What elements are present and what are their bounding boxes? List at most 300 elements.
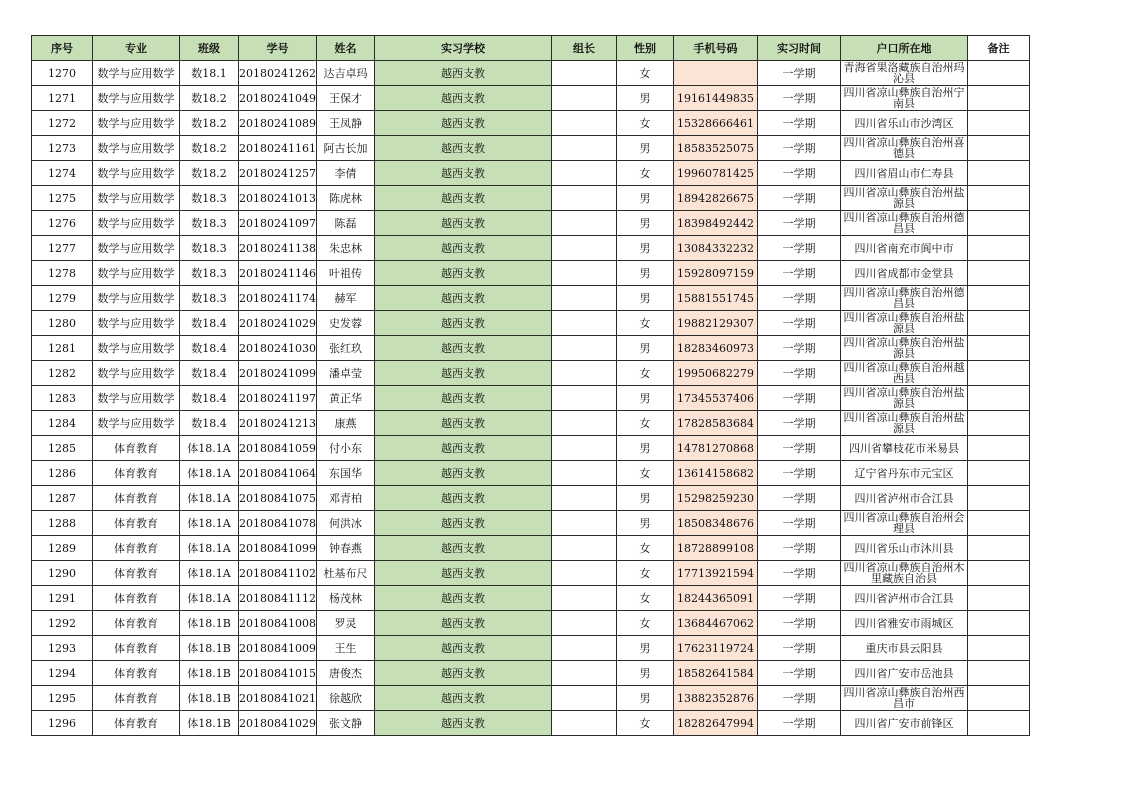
period-cell: 一学期: [757, 286, 840, 311]
seq-cell: 1284: [32, 411, 93, 436]
leader-cell: [551, 586, 616, 611]
address-cell: [840, 286, 967, 311]
address-text: 四川省凉山彝族自治州德昌县: [843, 212, 965, 234]
gender-cell: 男: [616, 86, 673, 111]
student-id-cell: 20180841021: [239, 686, 317, 711]
gender-cell: 男: [616, 686, 673, 711]
name-cell: 徐越欣: [316, 686, 374, 711]
student-id-cell: 20180241089: [239, 111, 317, 136]
address-cell: [840, 136, 967, 161]
seq-cell: 1271: [32, 86, 93, 111]
leader-cell: [551, 436, 616, 461]
table-row: [32, 86, 1030, 111]
gender-cell: 男: [616, 261, 673, 286]
note-cell: [967, 711, 1029, 736]
school-cell: 越西支教: [374, 686, 551, 711]
major-cell: 体育教育: [93, 561, 180, 586]
note-cell: [967, 61, 1029, 86]
seq-cell: 1290: [32, 561, 93, 586]
student-id-cell: 20180241138: [239, 236, 317, 261]
seq-cell: 1288: [32, 511, 93, 536]
address-text: 四川省凉山彝族自治州会理县: [843, 512, 965, 534]
gender-cell: 女: [616, 611, 673, 636]
class-cell: 数18.2: [180, 136, 239, 161]
table-row: [32, 611, 1030, 636]
class-cell: 数18.3: [180, 261, 239, 286]
leader-cell: [551, 636, 616, 661]
leader-cell: [551, 86, 616, 111]
header-cell: 学号: [239, 36, 317, 61]
leader-cell: [551, 211, 616, 236]
note-cell: [967, 336, 1029, 361]
address-cell: [840, 661, 967, 686]
leader-cell: [551, 236, 616, 261]
major-cell: 数学与应用数学: [93, 311, 180, 336]
note-cell: [967, 111, 1029, 136]
period-cell: 一学期: [757, 311, 840, 336]
class-cell: 体18.1A: [180, 486, 239, 511]
school-cell: 越西支教: [374, 511, 551, 536]
phone-cell: 19161449835: [673, 86, 757, 111]
name-cell: 张文静: [316, 711, 374, 736]
major-cell: 体育教育: [93, 661, 180, 686]
major-cell: 体育教育: [93, 711, 180, 736]
period-cell: 一学期: [757, 586, 840, 611]
address-cell: [840, 586, 967, 611]
gender-cell: 男: [616, 636, 673, 661]
seq-cell: 1281: [32, 336, 93, 361]
leader-cell: [551, 386, 616, 411]
class-cell: 数18.4: [180, 361, 239, 386]
name-cell: 陈磊: [316, 211, 374, 236]
seq-cell: 1294: [32, 661, 93, 686]
note-cell: [967, 236, 1029, 261]
address-cell: [840, 436, 967, 461]
major-cell: 数学与应用数学: [93, 186, 180, 211]
note-cell: [967, 211, 1029, 236]
note-cell: [967, 86, 1029, 111]
student-id-cell: 20180241213: [239, 411, 317, 436]
leader-cell: [551, 111, 616, 136]
gender-cell: 男: [616, 211, 673, 236]
phone-cell: 19882129307: [673, 311, 757, 336]
gender-cell: 女: [616, 161, 673, 186]
leader-cell: [551, 311, 616, 336]
period-cell: 一学期: [757, 511, 840, 536]
note-cell: [967, 261, 1029, 286]
student-id-cell: 20180841064: [239, 461, 317, 486]
name-cell: 王生: [316, 636, 374, 661]
address-cell: [840, 511, 967, 536]
school-cell: 越西支教: [374, 561, 551, 586]
seq-cell: 1283: [32, 386, 93, 411]
phone-cell: 17623119724: [673, 636, 757, 661]
class-cell: 体18.1A: [180, 561, 239, 586]
seq-cell: 1280: [32, 311, 93, 336]
address-text: 四川省凉山彝族自治州西昌市: [843, 687, 965, 709]
table-row: [32, 636, 1030, 661]
address-cell: [840, 111, 967, 136]
class-cell: 体18.1B: [180, 636, 239, 661]
gender-cell: 男: [616, 486, 673, 511]
gender-cell: 女: [616, 311, 673, 336]
phone-cell: 18282647994: [673, 711, 757, 736]
phone-cell: 14781270868: [673, 436, 757, 461]
school-cell: 越西支教: [374, 636, 551, 661]
leader-cell: [551, 611, 616, 636]
class-cell: 体18.1A: [180, 511, 239, 536]
student-id-cell: 20180841009: [239, 636, 317, 661]
major-cell: 体育教育: [93, 586, 180, 611]
note-cell: [967, 486, 1029, 511]
student-id-cell: 20180241161: [239, 136, 317, 161]
major-cell: 数学与应用数学: [93, 61, 180, 86]
school-cell: 越西支教: [374, 361, 551, 386]
address-text: 四川省广安市前锋区: [854, 717, 954, 729]
major-cell: 数学与应用数学: [93, 261, 180, 286]
major-cell: 体育教育: [93, 486, 180, 511]
gender-cell: 女: [616, 61, 673, 86]
gender-cell: 男: [616, 286, 673, 311]
student-id-cell: 20180841015: [239, 661, 317, 686]
address-cell: [840, 461, 967, 486]
phone-cell: [673, 61, 757, 86]
table-row: [32, 211, 1030, 236]
address-cell: [840, 161, 967, 186]
seq-cell: 1287: [32, 486, 93, 511]
seq-cell: 1278: [32, 261, 93, 286]
address-cell: [840, 261, 967, 286]
table-row: [32, 536, 1030, 561]
address-cell: [840, 536, 967, 561]
address-text: 四川省凉山彝族自治州德昌县: [843, 287, 965, 309]
address-text: 四川省乐山市沙湾区: [854, 117, 954, 129]
major-cell: 数学与应用数学: [93, 361, 180, 386]
class-cell: 体18.1B: [180, 661, 239, 686]
seq-cell: 1275: [32, 186, 93, 211]
gender-cell: 女: [616, 536, 673, 561]
leader-cell: [551, 461, 616, 486]
phone-cell: 18942826675: [673, 186, 757, 211]
seq-cell: 1296: [32, 711, 93, 736]
address-text: 重庆市县云阳县: [865, 642, 943, 654]
school-cell: 越西支教: [374, 661, 551, 686]
phone-cell: 19950682279: [673, 361, 757, 386]
period-cell: 一学期: [757, 86, 840, 111]
address-cell: [840, 561, 967, 586]
major-cell: 数学与应用数学: [93, 336, 180, 361]
period-cell: 一学期: [757, 261, 840, 286]
phone-cell: 15881551745: [673, 286, 757, 311]
major-cell: 数学与应用数学: [93, 411, 180, 436]
header-cell: 姓名: [316, 36, 374, 61]
gender-cell: 男: [616, 386, 673, 411]
school-cell: 越西支教: [374, 336, 551, 361]
note-cell: [967, 161, 1029, 186]
name-cell: 东国华: [316, 461, 374, 486]
header-cell: 组长: [551, 36, 616, 61]
address-text: 四川省泸州市合江县: [854, 592, 954, 604]
school-cell: 越西支教: [374, 311, 551, 336]
leader-cell: [551, 361, 616, 386]
phone-cell: 17713921594: [673, 561, 757, 586]
period-cell: 一学期: [757, 361, 840, 386]
name-cell: 朱忠林: [316, 236, 374, 261]
name-cell: 陈虎林: [316, 186, 374, 211]
period-cell: 一学期: [757, 486, 840, 511]
school-cell: 越西支教: [374, 486, 551, 511]
student-id-cell: 20180241262: [239, 61, 317, 86]
seq-cell: 1277: [32, 236, 93, 261]
note-cell: [967, 186, 1029, 211]
note-cell: [967, 386, 1029, 411]
phone-cell: 13882352876: [673, 686, 757, 711]
address-text: 四川省攀枝花市米易县: [848, 442, 959, 454]
period-cell: 一学期: [757, 61, 840, 86]
address-text: 四川省凉山彝族自治州喜德县: [843, 137, 965, 159]
address-cell: [840, 186, 967, 211]
note-cell: [967, 586, 1029, 611]
school-cell: 越西支教: [374, 186, 551, 211]
period-cell: 一学期: [757, 111, 840, 136]
address-text: 四川省凉山彝族自治州盐源县: [843, 337, 965, 359]
note-cell: [967, 311, 1029, 336]
gender-cell: 男: [616, 236, 673, 261]
leader-cell: [551, 336, 616, 361]
student-id-cell: 20180841078: [239, 511, 317, 536]
table-row: [32, 411, 1030, 436]
class-cell: 数18.2: [180, 111, 239, 136]
phone-cell: 18583525075: [673, 136, 757, 161]
table-row: [32, 661, 1030, 686]
name-cell: 张红玖: [316, 336, 374, 361]
leader-cell: [551, 261, 616, 286]
header-cell: 手机号码: [673, 36, 757, 61]
seq-cell: 1270: [32, 61, 93, 86]
name-cell: 赫军: [316, 286, 374, 311]
address-cell: [840, 311, 967, 336]
class-cell: 数18.3: [180, 286, 239, 311]
table-row: [32, 161, 1030, 186]
student-id-cell: 20180841102: [239, 561, 317, 586]
leader-cell: [551, 136, 616, 161]
major-cell: 体育教育: [93, 536, 180, 561]
class-cell: 数18.4: [180, 386, 239, 411]
table-row: [32, 386, 1030, 411]
major-cell: 数学与应用数学: [93, 386, 180, 411]
leader-cell: [551, 711, 616, 736]
header-cell: 班级: [180, 36, 239, 61]
header-cell: 备注: [967, 36, 1029, 61]
period-cell: 一学期: [757, 136, 840, 161]
class-cell: 体18.1A: [180, 461, 239, 486]
phone-cell: 13684467062: [673, 611, 757, 636]
leader-cell: [551, 411, 616, 436]
seq-cell: 1295: [32, 686, 93, 711]
school-cell: 越西支教: [374, 161, 551, 186]
school-cell: 越西支教: [374, 61, 551, 86]
school-cell: 越西支教: [374, 111, 551, 136]
address-text: 四川省凉山彝族自治州盐源县: [843, 187, 965, 209]
period-cell: 一学期: [757, 236, 840, 261]
student-id-cell: 20180841029: [239, 711, 317, 736]
student-id-cell: 20180241146: [239, 261, 317, 286]
header-cell: 序号: [32, 36, 93, 61]
phone-cell: 18283460973: [673, 336, 757, 361]
class-cell: 数18.3: [180, 236, 239, 261]
student-id-cell: 20180241013: [239, 186, 317, 211]
phone-cell: 15298259230: [673, 486, 757, 511]
period-cell: 一学期: [757, 386, 840, 411]
note-cell: [967, 511, 1029, 536]
address-text: 四川省乐山市沐川县: [854, 542, 954, 554]
student-id-cell: 20180241049: [239, 86, 317, 111]
table-row: [32, 236, 1030, 261]
period-cell: 一学期: [757, 186, 840, 211]
note-cell: [967, 361, 1029, 386]
note-cell: [967, 686, 1029, 711]
name-cell: 黄正华: [316, 386, 374, 411]
class-cell: 数18.3: [180, 211, 239, 236]
school-cell: 越西支教: [374, 286, 551, 311]
student-id-cell: 20180241197: [239, 386, 317, 411]
class-cell: 数18.4: [180, 311, 239, 336]
name-cell: 钟春燕: [316, 536, 374, 561]
period-cell: 一学期: [757, 561, 840, 586]
name-cell: 何洪冰: [316, 511, 374, 536]
address-text: 四川省凉山彝族自治州盐源县: [843, 387, 965, 409]
address-cell: [840, 336, 967, 361]
major-cell: 体育教育: [93, 611, 180, 636]
address-text: 四川省成都市金堂县: [854, 267, 954, 279]
name-cell: 王凤静: [316, 111, 374, 136]
address-cell: [840, 411, 967, 436]
header-cell: 专业: [93, 36, 180, 61]
gender-cell: 女: [616, 711, 673, 736]
gender-cell: 男: [616, 336, 673, 361]
period-cell: 一学期: [757, 161, 840, 186]
name-cell: 唐俊杰: [316, 661, 374, 686]
gender-cell: 男: [616, 661, 673, 686]
phone-cell: 18728899108: [673, 536, 757, 561]
major-cell: 体育教育: [93, 636, 180, 661]
school-cell: 越西支教: [374, 461, 551, 486]
name-cell: 杜基布尺: [316, 561, 374, 586]
table-row: [32, 61, 1030, 86]
seq-cell: 1276: [32, 211, 93, 236]
phone-cell: 13084332232: [673, 236, 757, 261]
note-cell: [967, 536, 1029, 561]
class-cell: 数18.4: [180, 336, 239, 361]
note-cell: [967, 611, 1029, 636]
header-row: [32, 36, 1030, 61]
major-cell: 数学与应用数学: [93, 236, 180, 261]
school-cell: 越西支教: [374, 436, 551, 461]
major-cell: 体育教育: [93, 436, 180, 461]
table-row: [32, 336, 1030, 361]
student-id-cell: 20180241029: [239, 311, 317, 336]
table-row: [32, 586, 1030, 611]
school-cell: 越西支教: [374, 386, 551, 411]
period-cell: 一学期: [757, 436, 840, 461]
phone-cell: 15928097159: [673, 261, 757, 286]
class-cell: 体18.1A: [180, 586, 239, 611]
table-row: [32, 111, 1030, 136]
seq-cell: 1279: [32, 286, 93, 311]
address-cell: [840, 611, 967, 636]
school-cell: 越西支教: [374, 586, 551, 611]
address-text: 四川省泸州市合江县: [854, 492, 954, 504]
note-cell: [967, 411, 1029, 436]
gender-cell: 女: [616, 111, 673, 136]
student-id-cell: 20180241257: [239, 161, 317, 186]
address-text: 四川省凉山彝族自治州盐源县: [843, 412, 965, 434]
class-cell: 数18.2: [180, 86, 239, 111]
note-cell: [967, 461, 1029, 486]
name-cell: 潘卓莹: [316, 361, 374, 386]
student-id-cell: 20180841008: [239, 611, 317, 636]
period-cell: 一学期: [757, 411, 840, 436]
phone-cell: 18582641584: [673, 661, 757, 686]
period-cell: 一学期: [757, 336, 840, 361]
table-row: [32, 461, 1030, 486]
address-text: 四川省广安市岳池县: [854, 667, 954, 679]
address-cell: [840, 61, 967, 86]
phone-cell: 18508348676: [673, 511, 757, 536]
phone-cell: 17828583684: [673, 411, 757, 436]
phone-cell: 18244365091: [673, 586, 757, 611]
table-row: [32, 686, 1030, 711]
header-cell: 性别: [616, 36, 673, 61]
note-cell: [967, 661, 1029, 686]
school-cell: 越西支教: [374, 86, 551, 111]
major-cell: 数学与应用数学: [93, 211, 180, 236]
address-text: 四川省凉山彝族自治州盐源县: [843, 312, 965, 334]
phone-cell: 15328666461: [673, 111, 757, 136]
name-cell: 邓青柏: [316, 486, 374, 511]
class-cell: 数18.1: [180, 61, 239, 86]
address-cell: [840, 86, 967, 111]
seq-cell: 1292: [32, 611, 93, 636]
name-cell: 达吉卓玛: [316, 61, 374, 86]
leader-cell: [551, 286, 616, 311]
class-cell: 体18.1A: [180, 536, 239, 561]
address-text: 辽宁省丹东市元宝区: [854, 467, 954, 479]
address-cell: [840, 711, 967, 736]
seq-cell: 1274: [32, 161, 93, 186]
school-cell: 越西支教: [374, 236, 551, 261]
leader-cell: [551, 61, 616, 86]
period-cell: 一学期: [757, 636, 840, 661]
period-cell: 一学期: [757, 211, 840, 236]
major-cell: 数学与应用数学: [93, 111, 180, 136]
address-cell: [840, 361, 967, 386]
table-row: [32, 511, 1030, 536]
class-cell: 体18.1B: [180, 711, 239, 736]
leader-cell: [551, 511, 616, 536]
address-cell: [840, 686, 967, 711]
leader-cell: [551, 161, 616, 186]
student-id-cell: 20180841075: [239, 486, 317, 511]
school-cell: 越西支教: [374, 211, 551, 236]
leader-cell: [551, 486, 616, 511]
seq-cell: 1272: [32, 111, 93, 136]
name-cell: 王保才: [316, 86, 374, 111]
phone-cell: 13614158682: [673, 461, 757, 486]
seq-cell: 1291: [32, 586, 93, 611]
name-cell: 罗灵: [316, 611, 374, 636]
major-cell: 数学与应用数学: [93, 86, 180, 111]
